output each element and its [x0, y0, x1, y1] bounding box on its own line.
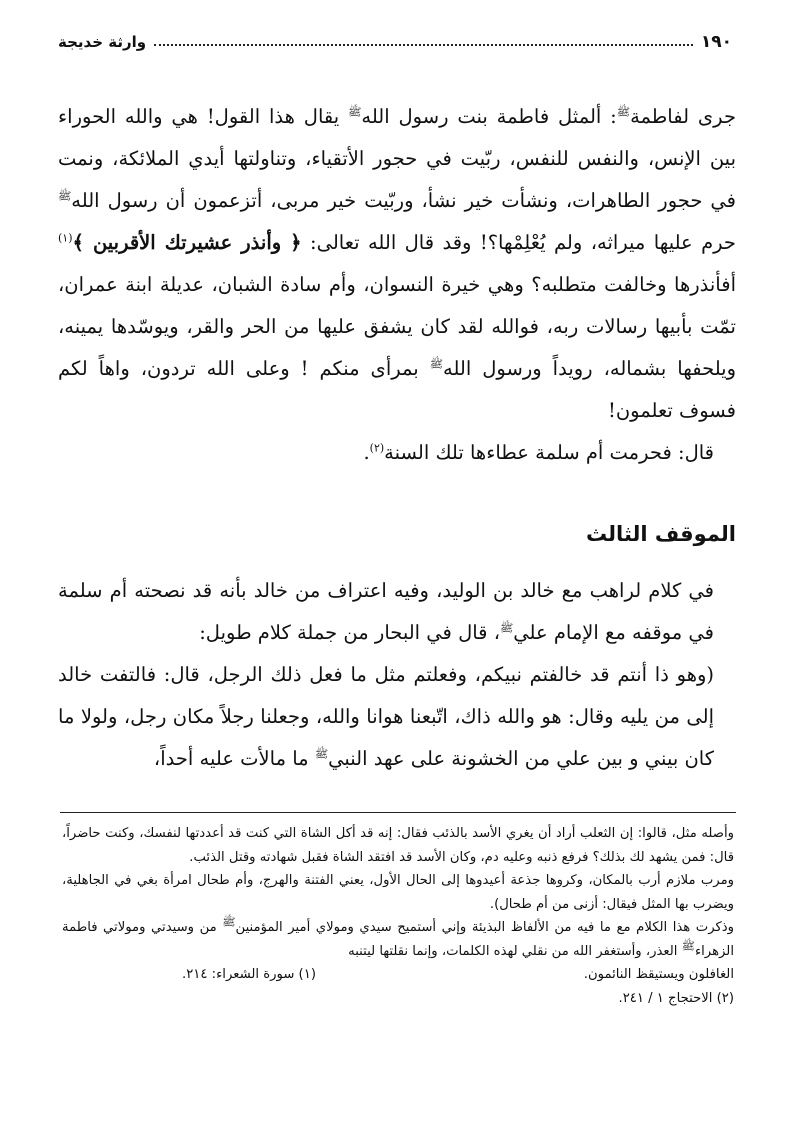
footnote-text: ومرب ملازم أرب بالمكان، وكروها جذعة أعيدوها إلى الحال الأول، يعني الفتنة والهرج، وأم طحال امرأة بغي في الجاهلية، ويضرب بها المثل فيقال: أزنى من أم طحال).	[62, 873, 734, 912]
honorific-symbol: ﷺ	[348, 105, 362, 119]
footnote-ref-2: (٢)	[369, 441, 385, 455]
honorific-symbol: ﷺ	[58, 189, 72, 203]
section-heading: الموقف الثالث	[585, 522, 736, 546]
main-text-block	[58, 96, 736, 474]
text-run: في كلام لراهب مع خالد بن الوليد، وفيه اعتراف من خالد بأنه قد نصحته أم سلمة في موقفه مع الإمام علي	[58, 579, 714, 644]
footnote-separator	[60, 812, 736, 813]
page-number: ١٩٠	[700, 32, 732, 52]
text-run: جرى لفاطمة	[630, 105, 736, 128]
quran-bracket-close: ﴾	[72, 231, 84, 254]
footnote-text: الغافلون ويستيقظ النائمون.	[583, 967, 734, 982]
text-run: وذكرت هذا الكلام مع ما فيه من الألفاظ البذيئة وإني أستميح سيدي ومولاي أمير المؤمنين	[235, 920, 735, 935]
footnote-2: (٢) الاحتجاج ١ / ٢٤١.	[618, 990, 734, 1006]
honorific-symbol: ﷺ	[222, 915, 236, 929]
text-run: ما مالأت عليه أحداً،	[153, 747, 315, 770]
footnote-row	[62, 963, 734, 987]
honorific-symbol: ﷺ	[500, 621, 514, 635]
honorific-symbol: ﷺ	[429, 357, 443, 371]
honorific-symbol: ﷺ	[681, 939, 695, 953]
footnote-text: وأصله مثل، قالوا: إن الثعلب أراد أن يغري الأسد بالذئب فقال: إنه قد أكل الشاة التي كنت قد أعددتها لنفسك، وكنت حاضراً، قال: فمن يشهد لك بذلك؟ فرفع ذنبه وعليه دم، وكان الأسد قد افتقد الشاة فقبل شهادته وقتل الذئب.	[62, 826, 734, 865]
paragraph-consequence	[58, 432, 736, 474]
running-header	[58, 28, 732, 56]
footnotes-block	[62, 822, 734, 1010]
text-run: العذر، وأستغفر الله من نقلي لهذه الكلمات، وإنما نقلتها ليتنبه	[348, 943, 682, 959]
header-leader-dots	[154, 34, 693, 46]
running-title: وارثة خديجة	[58, 33, 147, 51]
quran-bracket-open: ﴿	[290, 231, 302, 254]
honorific-symbol: ﷺ	[616, 105, 631, 119]
text-run: أفأنذرها وخالفت متطلبه؟ وهي خيرة النسوان، وأم سادة الشبان، عديلة ابنة عمران، تمّت بأبيها رسالات ربه، فوالله لقد كان يشفق عليها من الحر والقر، ويوسّدها يمينه، ويلحفها بشماله، رويداً ورسول الله	[58, 273, 736, 380]
text-run: : ألمثل فاطمة بنت رسول الله	[361, 105, 617, 128]
text-run: قال: فحرمت أم سلمة عطاءها تلك السنة	[384, 441, 714, 464]
paragraph-khalid	[58, 654, 736, 780]
text-run: يقال هذا القول! هي والله الحوراء بين الإنس، والنفس للنفس، ربّيت في حجور الأتقياء، وتناولتها أيدي الملائكة، ونمت في حجور الطاهرات، ونشأت خير نشأ، وربّيت خير مربى، أتزعمون أن رسول الله	[58, 105, 736, 212]
text-run: من وسيدتي ومولاتي فاطمة الزهراء	[62, 920, 734, 959]
text-run: بمرأى منكم ! وعلى الله تردون، واهاً لكم فسوف تعلمون!	[58, 357, 736, 422]
paragraph-khutba	[58, 96, 736, 432]
text-run: .	[363, 441, 370, 464]
footnote-text	[62, 916, 734, 963]
quran-verse: وأنذر عشيرتك الأقربين	[83, 231, 291, 254]
honorific-symbol: ﷺ	[314, 747, 329, 761]
text-run: ، قال في البحار من جملة كلام طويل:	[199, 621, 500, 644]
footnote-ref-1: (١)	[58, 231, 73, 245]
paragraph-monk	[58, 570, 736, 654]
section-text-block	[58, 570, 736, 780]
text-run: حرم عليها ميراثه، ولم يُعْلِمْها؟! وقد قال الله تعالى:	[301, 231, 736, 254]
footnote-1: (١) سورة الشعراء: ٢١٤.	[182, 967, 316, 982]
text-run: (وهو ذا أنتم قد خالفتم نبيكم، وفعلتم مثل ما فعل ذلك الرجل، قال: فالتفت خالد إلى من يليه وقال: هو والله ذاك، اتّبعنا هوانا والله، وجعلنا رجلاً مكان رجل، ولولا ما كان بيني و بين علي من الخشونة على عهد النبي	[58, 663, 714, 770]
